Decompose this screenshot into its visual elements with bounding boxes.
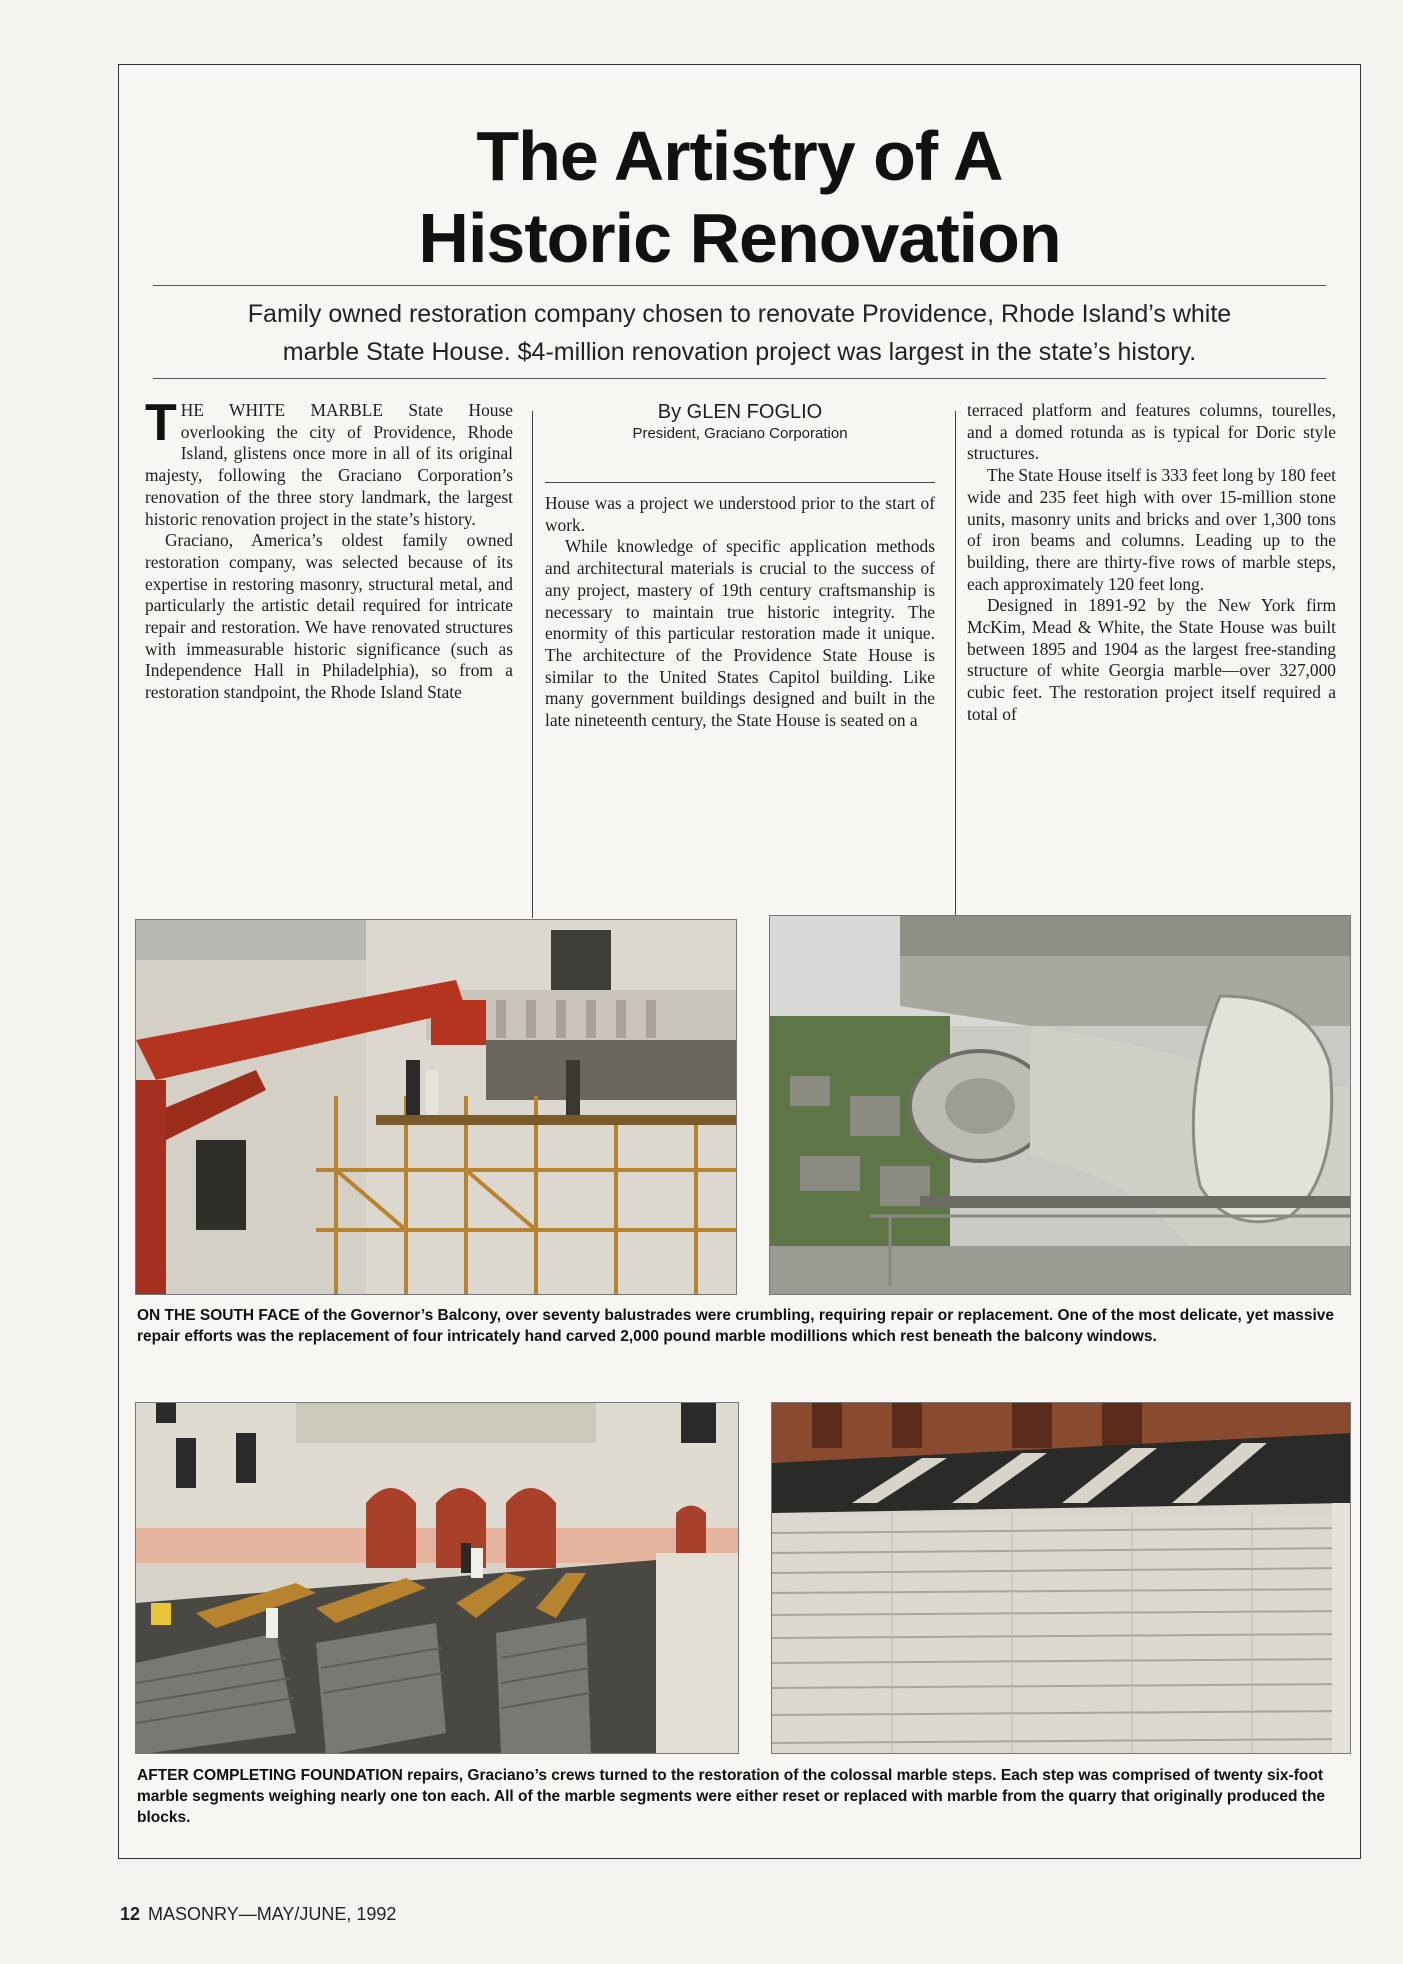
- photo-marble-modillion: [769, 915, 1351, 1295]
- photo-marble-modillion-image: [770, 916, 1351, 1295]
- caption-balcony: ON THE SOUTH FACE of the Governor’s Balcony, over seventy balustrades were crumbling, requiring repair or replacement. One of the most delicate, yet massive repair efforts was the replacement of four intricately hand carved 2,000 pound marble modillions which rest beneath the balcony windows.: [137, 1307, 1334, 1345]
- paragraph: While knowledge of specific application methods and architectural materials is crucial to the success of any project, mastery of 19th century craftsmanship is necessary to maintain true historic integrity. The enormity of this particular restoration made it unique. The architecture of the Providence State House is similar to the United States Capitol building. Like many government buildings designed and built in the late nineteenth century, the State House is seated on a: [545, 536, 935, 731]
- headline-line-2: Historic Renovation: [418, 199, 1061, 277]
- paragraph: terraced platform and features columns, tourelles, and a domed rotunda as is typical for Doric style structures.: [967, 400, 1336, 464]
- deck-line-2: marble State House. $4-million renovation project was largest in the state’s history.: [282, 338, 1197, 366]
- photo-foundation-steps: [135, 1402, 739, 1754]
- byline-role: President, Graciano Corporation: [632, 425, 848, 442]
- photo-completed-steps-image: [772, 1403, 1351, 1754]
- body-column-1: [145, 394, 513, 704]
- byline-rule: [545, 482, 935, 483]
- caption-marble-steps: AFTER COMPLETING FOUNDATION repairs, Graciano’s crews turned to the restoration of the colossal marble steps. Each step was comprised of twenty six-foot marble segments weighing nearly one ton each. All of the marble segments were either reset or replaced with marble from the quarry that originally produced the blocks.: [137, 1767, 1326, 1826]
- deck-line-1: Family owned restoration company chosen to renovate Providence, Rhode Island’s white: [247, 300, 1232, 328]
- photo-foundation-steps-image: [136, 1403, 739, 1754]
- dek-top-rule: [153, 285, 1326, 286]
- headline-line-1: The Artistry of A: [476, 117, 1003, 195]
- paragraph: Designed in 1891-92 by the New York firm McKim, Mead & White, the State House was built between 1895 and 1904 as the largest free-standing structure of white Georgia marble—over 327,000 cubic feet. The restoration project itself required a total of: [967, 595, 1336, 724]
- headline: [119, 115, 1360, 279]
- body-column-2: [545, 400, 935, 732]
- column-divider: [955, 411, 956, 918]
- drop-cap: T: [145, 394, 177, 452]
- paragraph: [145, 394, 513, 530]
- dek-bottom-rule: [153, 378, 1326, 379]
- page-frame: [118, 64, 1361, 1859]
- column-divider: [532, 411, 533, 918]
- page-folio: [120, 1904, 396, 1925]
- photo-crane-scaffolding-image: [136, 920, 737, 1295]
- paragraph: Graciano, America’s oldest family owned restoration company, was selected because of its expertise in restoring masonry, structural metal, and particularly the artistic detail required for intricate repair and restoration. We have renovated structures with immeasurable historic significance (such as Independence Hall in Philadelphia), so from a restoration standpoint, the Rhode Island State: [145, 530, 513, 703]
- byline-author: By GLEN FOGLIO: [657, 401, 823, 423]
- photo-crane-scaffolding: [135, 919, 737, 1295]
- photo-completed-steps: [771, 1402, 1351, 1754]
- deck-subtitle: [179, 295, 1300, 371]
- paragraph: House was a project we understood prior to the start of work.: [545, 493, 935, 535]
- page-number: 12: [120, 1904, 141, 1924]
- publication-name: MASONRY—MAY/JUNE, 1992: [148, 1904, 397, 1924]
- byline: [545, 400, 935, 444]
- paragraph-text: HE WHITE MARBLE State House overlooking the city of Providence, Rhode Island, glistens once more in all of its original majesty, following the Graciano Corporation’s renovation of the three story landmark, the largest historic renovation project in the state’s history.: [145, 400, 513, 529]
- paragraph: The State House itself is 333 feet long by 180 feet wide and 235 feet high with over 15-million stone units, masonry units and bricks and over 1,300 tons of iron beams and columns. Leading up to the building, there are thirty-five rows of marble steps, each approximately 120 feet long.: [967, 465, 1336, 594]
- body-column-3: [967, 400, 1336, 726]
